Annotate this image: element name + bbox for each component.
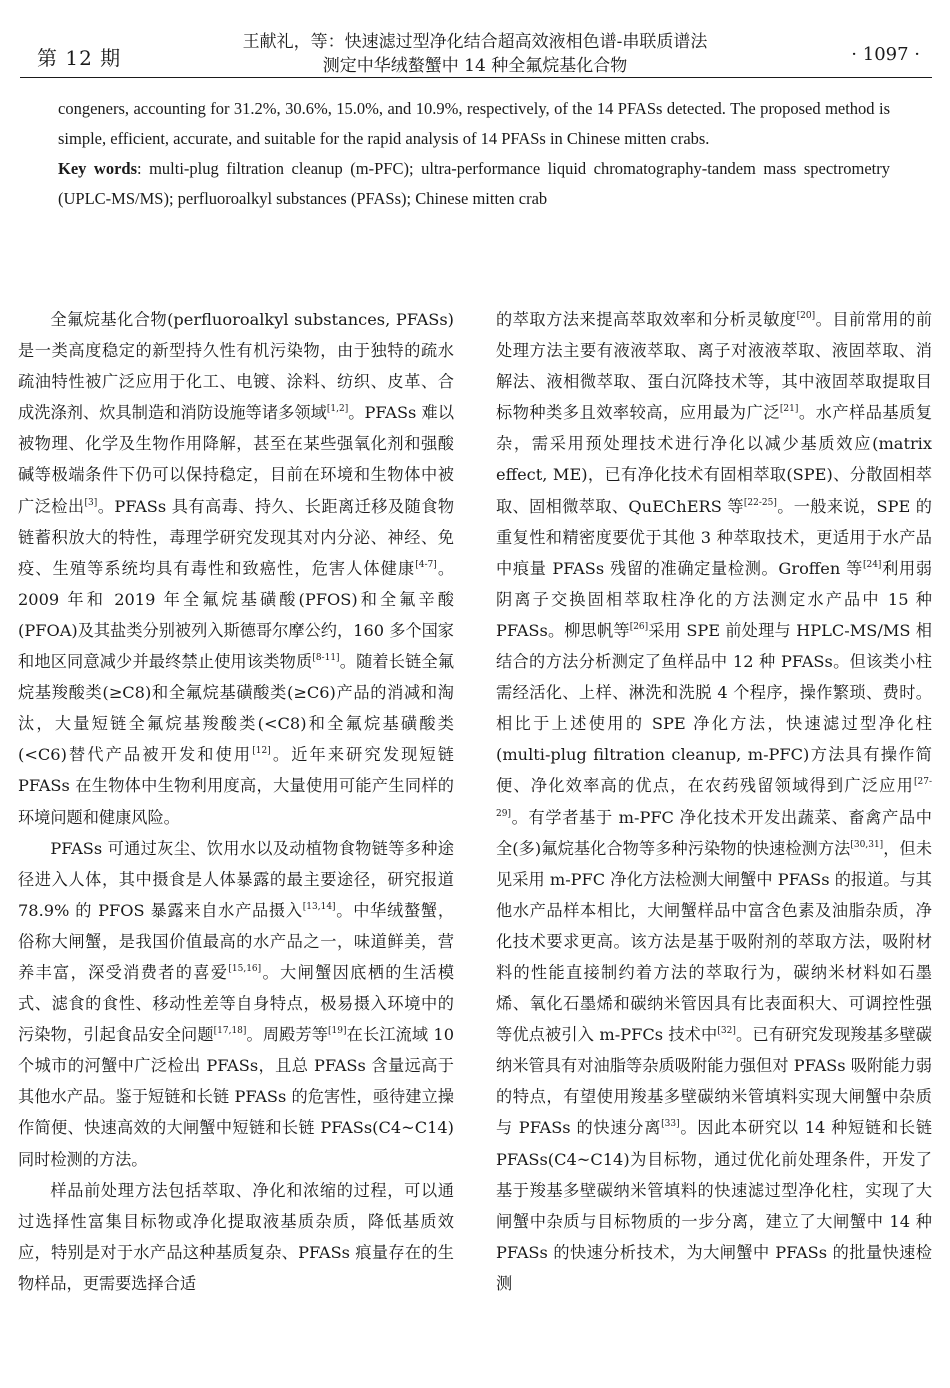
right-column [496, 304, 932, 1299]
text-run: PFASs 可通过灰尘、饮用水以及动植物食物链等多种途径进入人体，其中摄食是人体暴露的最主要途径，研究报道 78.9% 的 PFOS 暴露来自水产品摄入 [18, 838, 454, 920]
text-run: 。随着长链全氟烷基羧酸类(≥C8)和全氟烷基磺酸类(≥C6)产品的消减和淘汰，大量短链全氟烷基羧酸类(<C8)和全氟烷基磺酸类(<C6)替代产品被开发和使用 [18, 652, 455, 765]
text-run: 。2009 年和 2019 年全氟烷基磺酸(PFOS)和全氟辛酸(PFOA)及其盐类分别被列入斯德哥尔摩公约，160 多个国家和地区同意减少并最终禁止使用该类物质 [18, 558, 455, 672]
text-run: 的萃取方法来提高萃取效率和分析灵敏度 [496, 310, 797, 329]
issue-number: 第 12 期 [37, 46, 122, 70]
running-title-line-1: 王献礼，等：快速滤过型净化结合超高效液相色谱-串联质谱法 [242, 32, 708, 52]
running-title-line-2: 测定中华绒螯蟹中 14 种全氟烷基化合物 [322, 56, 628, 76]
paragraph-3 [18, 1175, 454, 1299]
abstract-text: congeners, accounting for 31.2%, 30.6%, 15.0%, and 10.9%, respectively, of the 14 PFASs detected. The proposed method is simple, efficient, accurate, and suitable for the rapid analysis of 14 PFASs in Chinese mitten crabs. [58, 99, 890, 148]
citation: [22-25] [743, 497, 777, 508]
keywords-text: : multi-plug filtration cleanup (m-PFC); ultra-performance liquid chromatography-tandem mass spectrometry (UPLC-MS/MS); perfluoroalkyl substances (PFASs); Chinese mitten crab [58, 159, 890, 208]
text-run: 样品前处理方法包括萃取、净化和浓缩的过程，可以通过选择性富集目标物或净化提取液基质杂质，降低基质效应，特别是对于水产品这种基质复杂、PFASs 痕量存在的生物样品，更需要选择合适 [18, 1180, 454, 1293]
citation: [26] [629, 621, 649, 632]
paragraph-3-continued [496, 304, 932, 1299]
citation: [32] [717, 1026, 736, 1037]
citation: [17,18] [213, 1026, 247, 1037]
citation: [13,14] [302, 901, 336, 912]
page-header [0, 0, 950, 78]
text-run: 。水产样品基质复杂，需采用预处理技术进行净化以减少基质效应(matrix effect, ME)，已有净化技术有固相萃取(SPE)、分散固相萃取、固相微萃取、QuEChERS 等 [496, 403, 933, 516]
text-run: 。周殿芳等 [246, 1025, 329, 1045]
citation: [12] [252, 746, 271, 757]
citation: [4-7] [415, 559, 437, 570]
running-title [170, 30, 780, 78]
header-rule [20, 77, 932, 78]
text-run: 。PFASs 具有高毒、持久、长距离迁移及随食物链蓄积放大的特性，毒理学研究发现其对内分泌、神经、免疫、生殖等系统均具有毒性和致癌性，危害人体健康 [18, 496, 455, 578]
citation: [8-11] [312, 653, 340, 664]
text-run: 在长江流域 10 个城市的河蟹中广泛检出 PFASs，且总 PFASs 含量远高于其他水产品。鉴于短链和长链 PFASs 的危害性，亟待建立操作简便、快速高效的大闸蟹中短链和长链 PFASs(C4~C14)同时检测的方法。 [18, 1025, 455, 1169]
paragraph-1 [18, 304, 454, 833]
text-run: 。近年来研究发现短链 PFASs 在生物体中生物利用度高，大量使用可能产生同样的环境问题和健康风险。 [18, 745, 454, 827]
citation: [24] [862, 559, 882, 570]
text-run: 。大闸蟹因底栖的生活模式、滤食的食性、移动性差等自身特点，极易摄入环境中的污染物，引起食品安全问题 [18, 962, 455, 1045]
text-run: 。中华绒螯蟹，俗称大闸蟹，是我国价值最高的水产品之一，味道鲜美，营养丰富，深受消费者的喜爱 [18, 900, 455, 982]
citation: [21] [779, 404, 799, 415]
text-run: 采用 SPE 前处理与 HPLC-MS/MS 相结合的方法分析测定了鱼样品中 12 种 PFASs。但该类小柱需经活化、上样、淋洗和洗脱 4 个程序，操作繁琐、费时。相比于上述使用的 SPE 净化方法，快速滤过型净化柱(multi-plug filtration cleanup, m-PFC)方法具有操作简便、净化效率高的优点，在农药残留领域得到广泛应用 [496, 620, 932, 796]
citation: [20] [796, 311, 816, 321]
page-number: · 1097 · [851, 44, 920, 65]
text-run: ，但未见采用 m-PFC 净化方法检测大闸蟹中 PFASs 的报道。与其他水产品样本相比，大闸蟹样品中富含色素及油脂杂质，净化技术要求更高。该方法是基于吸附剂的萃取方法，吸附材料的性能直接制约着方法的萃取行为，碳纳米材料如石墨烯、氧化石墨烯和碳纳米管因具有比表面积大、可调控性强等优点被引入 m-PFCs 技术中 [496, 838, 933, 1045]
citation: [33] [661, 1119, 680, 1130]
text-run: 。因此本研究以 14 种短链和长链 PFASs(C4~C14)为目标物，通过优化前处理条件，开发了基于羧基多壁碳纳米管填料的快速滤过型净化柱，实现了大闸蟹中杂质与目标物质的一步分离，建立了大闸蟹中 14 种 PFASs 的快速分析技术，为大闸蟹中 PFASs 的批量快速检测 [496, 1118, 933, 1293]
text-run: 。目前常用的前处理方法主要有液液萃取、离子对液液萃取、液固萃取、消解法、液相微萃取、蛋白沉降技术等，其中液固萃取提取目标物种类多且效率较高，应用最为广泛 [496, 310, 933, 423]
citation: [30,31] [850, 839, 884, 850]
text-run: 。已有研究发现羧基多壁碳纳米管具有对油脂等杂质吸附能力强但对 PFASs 吸附能力弱的特点，有望使用羧基多壁碳纳米管填料实现大闸蟹中杂质与 PFASs 的快速分离 [496, 1025, 932, 1138]
citation: [3] [84, 497, 98, 508]
citation: [27-29] [496, 777, 932, 819]
text-run: 全氟烷基化合物(perfluoroalkyl substances, PFASs)是一类高度稳定的新型持久性有机污染物，由于独特的疏水疏油特性被广泛应用于化工、电镀、涂料、纺织、皮革、合成洗涤剂、炊具制造和消防设施等诸多领域 [18, 310, 454, 423]
english-abstract [58, 94, 890, 214]
text-run: 。PFASs 难以被物理、化学及生物作用降解，甚至在某些强氧化剂和强酸碱等极端条件下仍可以保持稳定，目前在环境和生物体中被广泛检出 [18, 403, 455, 516]
text-run: 。有学者基于 m-PFC 净化技术开发出蔬菜、畜禽产品中全(多)氟烷基化合物等多种污染物的快速检测方法 [496, 807, 932, 858]
citation: [1,2] [326, 404, 349, 415]
keywords-label: Key words [58, 159, 137, 178]
text-run: 。一般来说，SPE 的重复性和精密度要优于其他 3 种萃取技术，更适用于水产品中痕量 PFASs 残留的准确定量检测。Groffen 等 [496, 496, 932, 578]
citation: [15,16] [228, 963, 262, 974]
citation: [19] [328, 1026, 347, 1037]
text-run: 利用弱阴离子交换固相萃取柱净化的方法测定水产品中 15 种 PFASs。柳思帆等 [496, 558, 932, 640]
left-column [18, 304, 454, 1299]
paragraph-2 [18, 833, 454, 1175]
keywords [58, 154, 890, 214]
